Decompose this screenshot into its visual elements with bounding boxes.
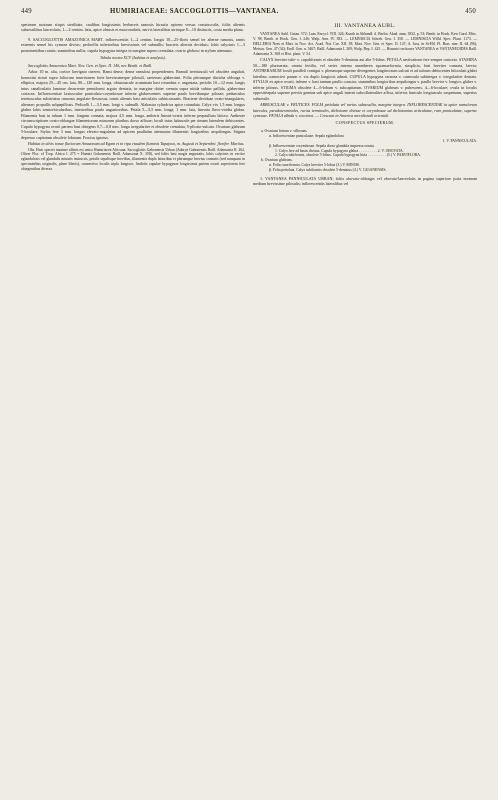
description: Arbor 10 m. alta, cortice laevigato cinereo. Rami dense, dense ramulosi propendentes. Ramuli teretiusculi vel obsolete angulati, hornotini striati supra foliorum insertionem forte brevissimeque pilosuli, caeterum glaberrimi. Folia plerumque disticha oblonga v. elliptica, majora 25—45 cm. lata, 80—120 mm. longa, obtusiuscule acuminata basi rotundata v. angustata, petiolis 10—12 mm. longis intus canaliculatis laminae decurrente penniformi arguto dentatis, in margine obiter crenata supra nitida subtus pallida, glaberrima coriacea. Inflorescentiae laxiusculae paniculato-corymbosae inferne glabrescentes superne paulo brevibusque pilosae; pedunculus teretiusculus substriatus ramosus angulato-flexuosus, ramis alternis basi articulatis subincrassatis. Bracteae deciduae ovato-triangulares, alternae; propullis subpapillosis. Pedicelli 1—3,5 mm. longi v. subnulli. Alabastra cylindrica apice rotundata. Calyx vix 1,5 mm. longus glaber lobis semiorbicularibus, interioribus paulo angustioribus. Petala 5—5,5 mm. longa, 1 mm. lata, linearia flavo-viridia glabra. Filamenta basi in tubum 1 mm. longum connata, majora 4,5 mm. longa, antheris lineari-ovatis inferne perpaullum latiora. Antherae circumscriptione ovato-oblongae filamentorum minorum pluribus dorso affixae; loculi intus latiuscule per rimam lateralem dehiscentes. Cupula hypogyna ovarii partem basi obtegens 0,7—0,8 mm. longa irregulariter et obsolete crenulata, 5-plicato-sulcata. Ovarium glabrum 5-loculare. Stylus fere 3 mm. longus elevato-angulatus ad apicem paullatim attenuatus filamentis longioribus aequilongus. Stigma depresso capitatum obsolete lobatum. Fructus ignotus. [21, 69, 245, 140]
key-line: a. Ovarium hirtum v. villosum. [261, 128, 308, 133]
key-line: β. Folia petiolata. Calyx tubiformis obsolete 5-dentatus (4.) V. GUIANENSIS. [269, 168, 387, 173]
genus-description: CALYX breviter tubi- v. cupuliformis et obsolete 5-dentatus aut alte 5-lobus. PETALA aestivatione fere semper contorta. STAMINA 50—180 pluriserata, omnia fertilia, vel series interna anantherea squamaeformia, simplicia, basi breviter connata, laevia; ANTHERARUM loculi paralleli contigui v. plerumque superne divergentes longitrorsum sulcati et ad sulcum dehiscentes biloculati glabri lateribus connectivi parum v. vix duplo longioris adnati. CUPULA hypogyna carnosa v. carnosula subintegra v. irregulariter dentata. STYLUS ex apice ovarii, inferne v. basi tantum paullo crassior, staminibus longioribus aequilongus v. paullo brevior v. longior, glaber v. inferne pilosus. STIGMA obsolete 4—6-lobum v. subcapitatum. OVARIUM glabrum v. pubescens, 4—6-loculare; ovula in loculis oppositisepala superne perviis gemina sub apice anguli interni subcollateraliter affixa, inferius funiculo longiusculo suspensum, superius subsessile. [253, 57, 477, 101]
observation: Obs. Huic speciei maxime affinis est unica Humiriacea Africana: Saccoglottis Gabonensis Urban (Aubrya Gabonensis Baill. Adansonia II. 262, Oliver Flor. of Trop. Africa I. 275 = Humiri Gabonensis Baill. Adansonia X. 358), sed foliis basi magis angustatis, lobis calycinis in vertice eglandulosis vel glandulis minutis instructis, petalis sepalisque brevibus, filamentis duplo latioribus et plerumque brevius connatis (sed nunquam in speciminibus originalis, plane liberis), connectivo loculis triplo longiore, fimbriis cupulae hypogynae longissimis partem ovarii superiorem fere obtegentibus diversa. [21, 147, 245, 171]
left-column [21, 22, 245, 173]
genus-habit: ARBUSCULAE v. FRUTICES. FOLIA petiolata vel rarius subsessilia, margine integra. INFLORESCENTIAE in apice ramulorum laterales, pseudoterminales, rarius terminales, dichotome divisae et corymbosae ad dichotomias articulatae, raro paniculatae, superne cymosae. PETALA albida v. coccinea. — Crescunt in America meridionali orientali. [253, 102, 477, 118]
key-line: 1. V. PANNICULATA. [442, 138, 477, 143]
right-column [253, 22, 477, 188]
key-line: α. Folia cuneiformia. Calyx breviter 5-lobus (3.) V. MINOR. [269, 163, 360, 168]
running-title: HUMIRIACEAE: SACCOGLOTTIS—VANTANEA. [110, 8, 279, 15]
genus-heading: III. VANTANEA AUBL. [334, 23, 396, 29]
species-entry: 1. VANTANEA PANNICULATA URBAN; foliis obovato-oblongis vel obovato-lanceolatis in pagina superiore juxta normam medium brevissime pilosulis; inflorescentiis lateralibus vel [253, 176, 477, 187]
conspectus-title: CONSPECTUS SPECIERUM. [335, 120, 395, 126]
key-line: β. Inflorescentiae corymbosae. Sepala dorso glandula impressa ornata. [269, 143, 375, 148]
key-line: 2. Calyx tubiformis, obsolete 5-lobus. Cupula hypogyna hirta . . . . . . . . . . (5.) V. PARVIFLORA. [275, 153, 421, 158]
key-line: α. Inflorescentiae paniculatae. Sepala eglandulosa [269, 133, 344, 138]
habitat: Habitat in silvis ionae fluviorum Amazonum ad Egam et in ripa eiusdem fluminis Tapajoso, m. Augusti et Septembri. florifer. Martius. [28, 141, 245, 147]
plate-reference: Tabula nostra XCV (habitus et analysis). [100, 55, 166, 61]
key-line: 1. Calyx fere ad basin divisus. Cupula hypogyna glabra . . . . . . . . . . 2. V. OBOVATA. [275, 148, 404, 153]
species-diagnosis: 9. SACCOGLOTTIS AMAZONICA MART. inflorescentiis 1—2 centim. longis 10—25-floris semel ter alterne ramosis, ramis extremis semel bis cymose divisis; pedicellis inferioribus brevissimis vel subnullis; bracteis alternis deciduis; lobis calycinis 1—3 prominentibus rotatis; staminibus nullis; cupula hypogyna integra in margine supero crenulata; ovario globoso in stylum attenuato. [21, 36, 245, 53]
key-line: b. Ovarium glabrum. [261, 158, 293, 163]
paragraph: specimen nostrum stirpis sterilitate, caulibus longissimis herbaceis ramosis hirsutis apicem versus crassiusculis, foliis alternis subsessilibus lanceolatis, 1—2 centim. latis, apice obtusis et mucronulatis, nervis lateralibus utrinque 8—10 distinctis, costa media plana. [21, 22, 245, 33]
genus-synonymy: VANTANEA Aubl. Guian. 572; Lam. Encycl. VIII. 324; Kunth in Abhandl. d. Berlin. Akad. anno 1832, p. 53; Benth. in Hook. Kew Gard. Misc. V. 98; Benth. et Hook. Gen. I. 246; Walp. Ann. IV. 383. — LEMNISCIA Schreb. Gen. I. 358. — LEMNISCIA Willd. Spec. Plant. 1173. — HELLERIA Nees et Mart. in Nov. Act. Acad. Nat. Cur. XII. 38; Mart. Nov. Gen. et Spec. II. 147; A. Juss. in St-Hil. Fl. Bras. mer. II. 64 (96); Meissn. Gen. 47 (34); Endl. Gen. n. 5467; Baill. Adansonia I. 209; Walp. Rep. I. 425. — Houmiri sectiones VANTANEA et VANTANEOIDES Baill. Adansonia X. 368 et Hist. plant. V. 54. [253, 32, 477, 56]
running-header [0, 8, 498, 20]
page-number-right: 450 [465, 8, 476, 15]
page-number-left: 449 [21, 8, 32, 15]
species-key [253, 129, 477, 173]
synonymy: Saccoglottis Amazonica Mart. Nov. Gen. et Spec. II. 146, nec Benth. et Baill. [28, 62, 153, 68]
